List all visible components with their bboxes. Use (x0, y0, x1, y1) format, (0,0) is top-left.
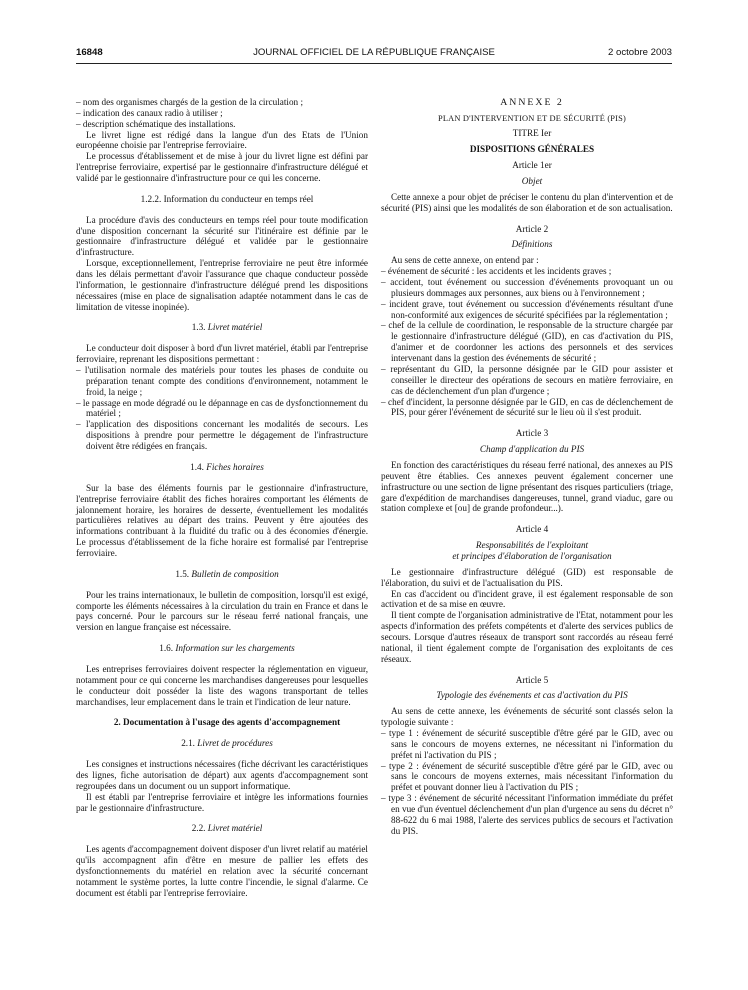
list-item: – indication des canaux radio à utiliser ; (76, 107, 223, 118)
article-1-title: Objet (521, 176, 543, 187)
list-item: – type 1 : événement de sécurité susceptible d'être géré par le GID, avec ou sans le concours de moyens externes, ne nécessitant ni l'information du préfet ni l'activation du PIS ; (381, 727, 673, 760)
paragraph: Pour les trains internationaux, le bulletin de composition, lorsqu'il est exigé, comporte les éléments nécessaires à la circulation du train en France et dans le pays concerné. Pour le parcours sur le réseau ferré national français, une version en langue française est nécessaire. (76, 589, 368, 633)
section-heading-1-2-2: 1.2.2. Information du conducteur en temps réel (140, 193, 314, 204)
paragraph: Lorsque, exceptionnellement, l'entreprise ferroviaire ne peut être informée dans les délais permettant d'avoir l'assurance que chaque conducteur possède l'information, le gestionnaire d'infrastructure délégué prend les dispositions nécessaires (mise en place de signalisation adaptée notamment dans le cas de limitation de vitesse inopinée). (76, 258, 368, 312)
journal-title: JOURNAL OFFICIEL DE LA RÉPUBLIQUE FRANÇAISE (253, 47, 495, 58)
paragraph: Il est établi par l'entreprise ferroviaire et intègre les informations fournies par le gestionnaire d'infrastructure. (76, 791, 368, 813)
titre-label: TITRE Ier (512, 128, 552, 139)
list-item: – l'application des dispositions concernant les modalités de secours. Les dispositions à prendre pour permettre le dégagement de l'infrastructure doivent être rédigées en français. (76, 419, 368, 452)
article-1-label: Article 1er (512, 160, 552, 171)
paragraph: Le conducteur doit disposer à bord d'un livret matériel, établi par l'entreprise ferroviaire, reprenant les dispositions permettant : (76, 343, 368, 365)
annex-title: ANNEXE 2 (500, 97, 564, 108)
article-4-title-line-1: Responsabilités de l'exploitant (475, 540, 589, 551)
paragraph: Le gestionnaire d'infrastructure délégué (GID) est responsable de l'élaboration, du suivi et de l'actualisation du PIS. (381, 566, 673, 588)
list-item: – événement de sécurité : les accidents et les incidents graves ; (381, 266, 612, 277)
section-heading-2: 2. Documentation à l'usage des agents d'accompagnement (113, 717, 341, 728)
section-heading-1-3: 1.3. Livret matériel (191, 322, 263, 333)
article-4-title-line-2: et principes d'élaboration de l'organisation (452, 550, 612, 561)
paragraph: Il tient compte de l'organisation administrative de l'Etat, notamment pour les aspects d'information des préfets compétents et d'alerte des services publics de secours. Lorsque d'autres réseaux de transport sont raccordés au réseau ferré national, il tient également compte de l'organisation des exploitants de ces réseaux. (381, 610, 673, 664)
paragraph: Cette annexe a pour objet de préciser le contenu du plan d'intervention et de sécurité (PIS) ainsi que les modalités de son élaboration et de son actualisation. (381, 191, 673, 213)
article-4-label: Article 4 (515, 524, 549, 535)
list-item: – incident grave, tout événement ou succession d'événements résultant d'une non-conformité aux exigences de sécurité spécifiées par la réglementation ; (381, 298, 673, 320)
list-item: – description schématique des installations. (76, 118, 236, 129)
titre-name: DISPOSITIONS GÉNÉRALES (469, 144, 595, 155)
header-rule (76, 63, 672, 64)
annex-subtitle: PLAN D'INTERVENTION ET DE SÉCURITÉ (PIS) (437, 113, 627, 123)
list-item: – type 2 : événement de sécurité susceptible d'être géré par le GID, avec ou sans le concours de moyens externes, mais nécessitant l'information du préfet et pouvant donner lieu à l'activation du PIS ; (381, 760, 673, 793)
paragraph: Le livret ligne est rédigé dans la langue d'un des Etats de l'Union européenne choisie par l'entreprise ferroviaire. (76, 129, 368, 151)
section-heading-1-4: 1.4. Fiches horaires (190, 461, 264, 472)
section-heading-2-2: 2.2. Livret matériel (191, 823, 263, 834)
paragraph: Les consignes et instructions nécessaires (fiche décrivant les caractéristiques des lignes, fiche autorisation de départ) aux agents d'accompagnement sont regroupées dans un document ou un support informatique. (76, 759, 368, 791)
list-item: – l'utilisation normale des matériels pour toutes les phases de conduite ou préparation tenant compte des conditions d'environnement, notamment le froid, la neige ; (76, 365, 368, 397)
paragraph: Au sens de cette annexe, on entend par : (391, 255, 539, 266)
paragraph: En cas d'accident ou d'incident grave, il est également responsable de son activation et de sa mise en œuvre. (381, 588, 673, 610)
paragraph: Au sens de cette annexe, les événements de sécurité sont classés selon la typologie suivante : (381, 706, 673, 728)
article-5-label: Article 5 (515, 674, 549, 685)
paragraph: Les agents d'accompagnement doivent disposer d'un livret relatif au matériel qu'ils accompagnent afin d'être en mesure de pallier les effets des dysfonctionnements du matériel en relation avec la sécurité concernant notamment le système portes, la lutte contre l'incendie, le signal d'alarme. Ce document est établi par l'entreprise ferroviaire. (76, 844, 368, 898)
article-2-title: Définitions (511, 239, 553, 250)
paragraph: Sur la base des éléments fournis par le gestionnaire d'infrastructure, l'entreprise ferroviaire établit des fiches horaires comportant les éléments de jalonnement horaire, les horaires de desserte, éventuellement les modalités particulières relatives au départ des trains. Peuvent y être ajoutées des informations contribuant à la fluidité du trafic ou à des économies d'énergie. Le processus d'établissement de la fiche horaire est formalisé par l'entreprise ferroviaire. (76, 482, 368, 558)
article-3-label: Article 3 (515, 428, 549, 439)
paragraph: En fonction des caractéristiques du réseau ferré national, des annexes au PIS peuvent être établies. Ces annexes peuvent également concerner une infrastructure ou une section de ligne présentant des risques particuliers (triage, gare d'expédition de marchandises dangereuses, tunnel, grand viaduc, gare ou station complexe et [ou] de grande profondeur...). (381, 459, 673, 514)
article-2-label: Article 2 (515, 223, 549, 234)
left-column (76, 97, 368, 899)
list-item: – chef de la cellule de coordination, le responsable de la structure chargée par le gestionnaire d'infrastructure délégué (GID), en cas d'activation du PIS, d'animer et de coordonner les actions des personnels et des services intervenant dans la gestion des événements de sécurité ; (381, 320, 673, 364)
section-heading-1-5: 1.5. Bulletin de composition (175, 568, 279, 579)
page-number: 16848 (76, 47, 103, 58)
paragraph: Le processus d'établissement et de mise à jour du livret ligne est défini par l'entreprise ferroviaire, expertisé par le gestionnaire d'infrastructure délégué et validé par le gestionnaire d'infrastructure pour ce qui les concerne. (76, 151, 368, 184)
list-item: – type 3 : événement de sécurité nécessitant l'information immédiate du préfet en vue d'un éventuel déclenchement d'un plan d'urgence au sens du décret n° 88-622 du 6 mai 1988, l'alerte des services publics de secours et l'activation du PIS. (381, 793, 673, 836)
section-heading-2-1: 2.1. Livret de procédures (181, 738, 273, 749)
article-3-title: Champ d'application du PIS (479, 444, 585, 455)
paragraph: La procédure d'avis des conducteurs en temps réel pour toute modification d'une disposition concernant la sécurité sur l'itinéraire est définie par le gestionnaire d'infrastructure délégué et validée par le gestionnaire d'infrastructure. (76, 214, 368, 258)
article-5-title: Typologie des événements et cas d'activation du PIS (436, 690, 628, 701)
list-item: – chef d'incident, la personne désignée par le GID, en cas de déclenchement de PIS, pour gérer l'événement de sécurité sur le lieu où il s'est produit. (381, 396, 673, 418)
list-item: – le passage en mode dégradé ou le dépannage en cas de dysfonctionnement du matériel ; (76, 397, 368, 419)
paragraph: Les entreprises ferroviaires doivent respecter la réglementation en vigueur, notamment pour ce qui concerne les marchandises dangereuses pour lesquelles le conducteur doit posséder la liste des wagons transportant de telles marchandises, leur emplacement dans le train et l'indication de leur nature. (76, 663, 368, 707)
issue-date: 2 octobre 2003 (607, 47, 672, 58)
list-item: – accident, tout événement ou succession d'événements provoquant un ou plusieurs dommages aux personnes, aux biens ou à l'environnement ; (381, 277, 673, 298)
page-header (76, 47, 672, 61)
list-item: – représentant du GID, la personne désignée par le GID pour assister et conseiller le directeur des opérations de secours en matière ferroviaire, en cas de déclenchement d'un plan d'urgence ; (381, 363, 673, 396)
section-heading-1-6: 1.6. Information sur les chargements (159, 643, 295, 654)
right-column (381, 97, 673, 837)
list-item: – nom des organismes chargés de la gestion de la circulation ; (76, 97, 303, 107)
